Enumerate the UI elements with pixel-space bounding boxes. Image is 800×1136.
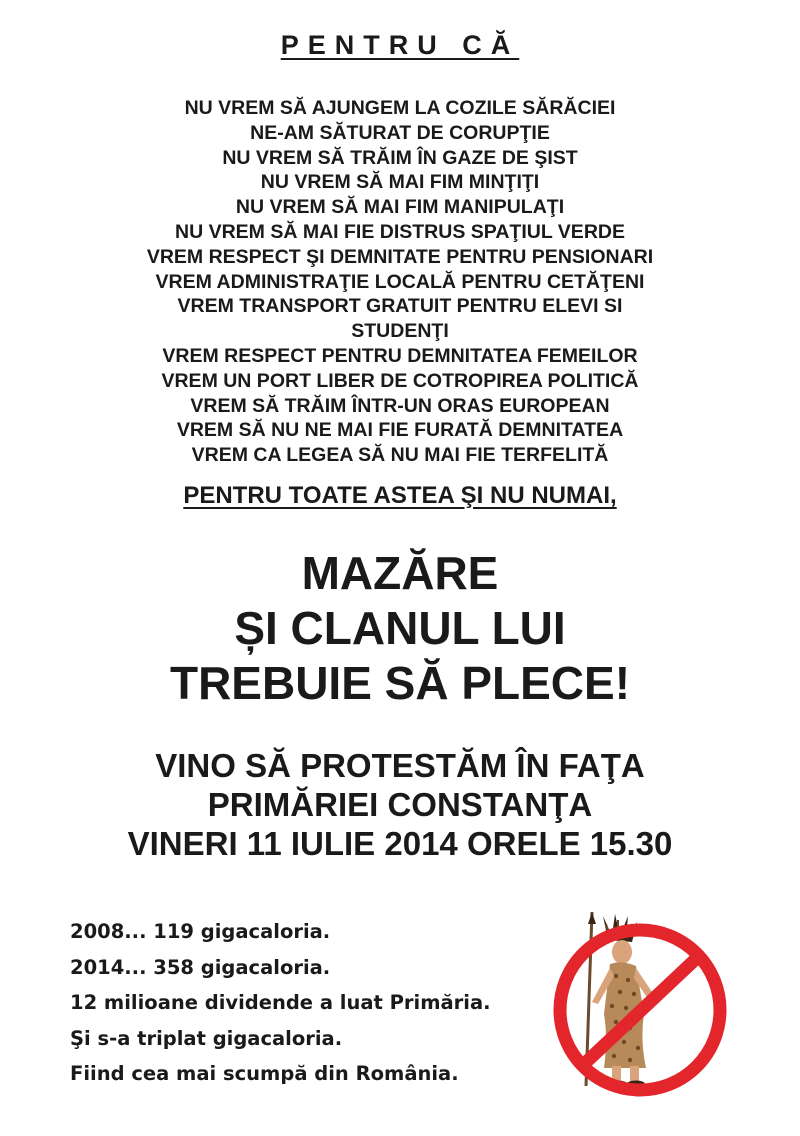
- demand-line: STUDENŢI: [351, 320, 449, 343]
- demands-list: [0, 96, 800, 468]
- demand-line: NU VREM SĂ MAI FIE DISTRUS SPAŢIUL VERDE: [175, 220, 625, 243]
- demand-line: VREM ADMINISTRAŢIE LOCALĂ PENTRU CETĂŢENI: [155, 270, 645, 293]
- demand-line: NU VREM SĂ MAI FIM MINŢIŢI: [260, 171, 540, 194]
- call-line: PRIMĂRIEI CONSTANŢA: [207, 786, 593, 823]
- for-all-text: PENTRU TOATE ASTEA ŞI NU NUMAI,: [183, 482, 617, 509]
- call-date-line: VINERI 11 IULIE 2014 ORELE 15.30: [127, 825, 673, 862]
- fact-line: Fiind cea mai scumpă din România.: [70, 1062, 459, 1086]
- fact-line: Şi s-a triplat gigacaloria.: [70, 1026, 343, 1050]
- fact-line: 2014... 358 gigacaloria.: [70, 955, 331, 979]
- page-title-text: PENTRU CĂ: [280, 30, 520, 60]
- page-title: [0, 30, 800, 61]
- prohibition-sign-graphic: [540, 910, 730, 1100]
- demand-line: VREM TRANSPORT GRATUIT PENTRU ELEVI SI: [177, 295, 623, 318]
- headline: [0, 546, 800, 711]
- for-all-heading: [0, 482, 800, 510]
- prohibition-sign-icon: [540, 910, 730, 1100]
- fact-line: 2008... 119 gigacaloria.: [70, 920, 331, 943]
- demand-line: VREM CA LEGEA SĂ NU MAI FIE TERFELITĂ: [191, 444, 609, 467]
- call-line: VINO SĂ PROTESTĂM ÎN FAŢA: [155, 747, 645, 784]
- demand-line: NU VREM SĂ AJUNGEM LA COZILE SĂRĂCIEI: [184, 97, 616, 119]
- demand-line: NU VREM SĂ MAI FIM MANIPULAŢI: [235, 196, 565, 219]
- facts-list: [70, 914, 550, 1092]
- call-to-action: [0, 746, 800, 863]
- demand-line: VREM SĂ NU NE MAI FIE FURATĂ DEMNITATEA: [176, 419, 624, 442]
- demand-line: VREM UN PORT LIBER DE COTROPIREA POLITICĂ: [161, 369, 639, 392]
- demand-line: VREM SĂ TRĂIM ÎNTR-UN ORAS EUROPEAN: [190, 394, 610, 417]
- demand-line: NU VREM SĂ TRĂIM ÎN GAZE DE ŞIST: [222, 146, 578, 169]
- headline-line: MAZĂRE: [301, 547, 499, 599]
- headline-line: ȘI CLANUL LUI: [234, 602, 566, 654]
- headline-line: TREBUIE SĂ PLECE!: [169, 657, 631, 709]
- demand-line: VREM RESPECT PENTRU DEMNITATEA FEMEILOR: [162, 344, 638, 367]
- fact-line: 12 milioane dividende a luat Primăria.: [70, 991, 491, 1015]
- demand-line: NE-AM SĂTURAT DE CORUPŢIE: [250, 121, 550, 144]
- demand-line: VREM RESPECT ŞI DEMNITATE PENTRU PENSIONARI: [146, 245, 654, 268]
